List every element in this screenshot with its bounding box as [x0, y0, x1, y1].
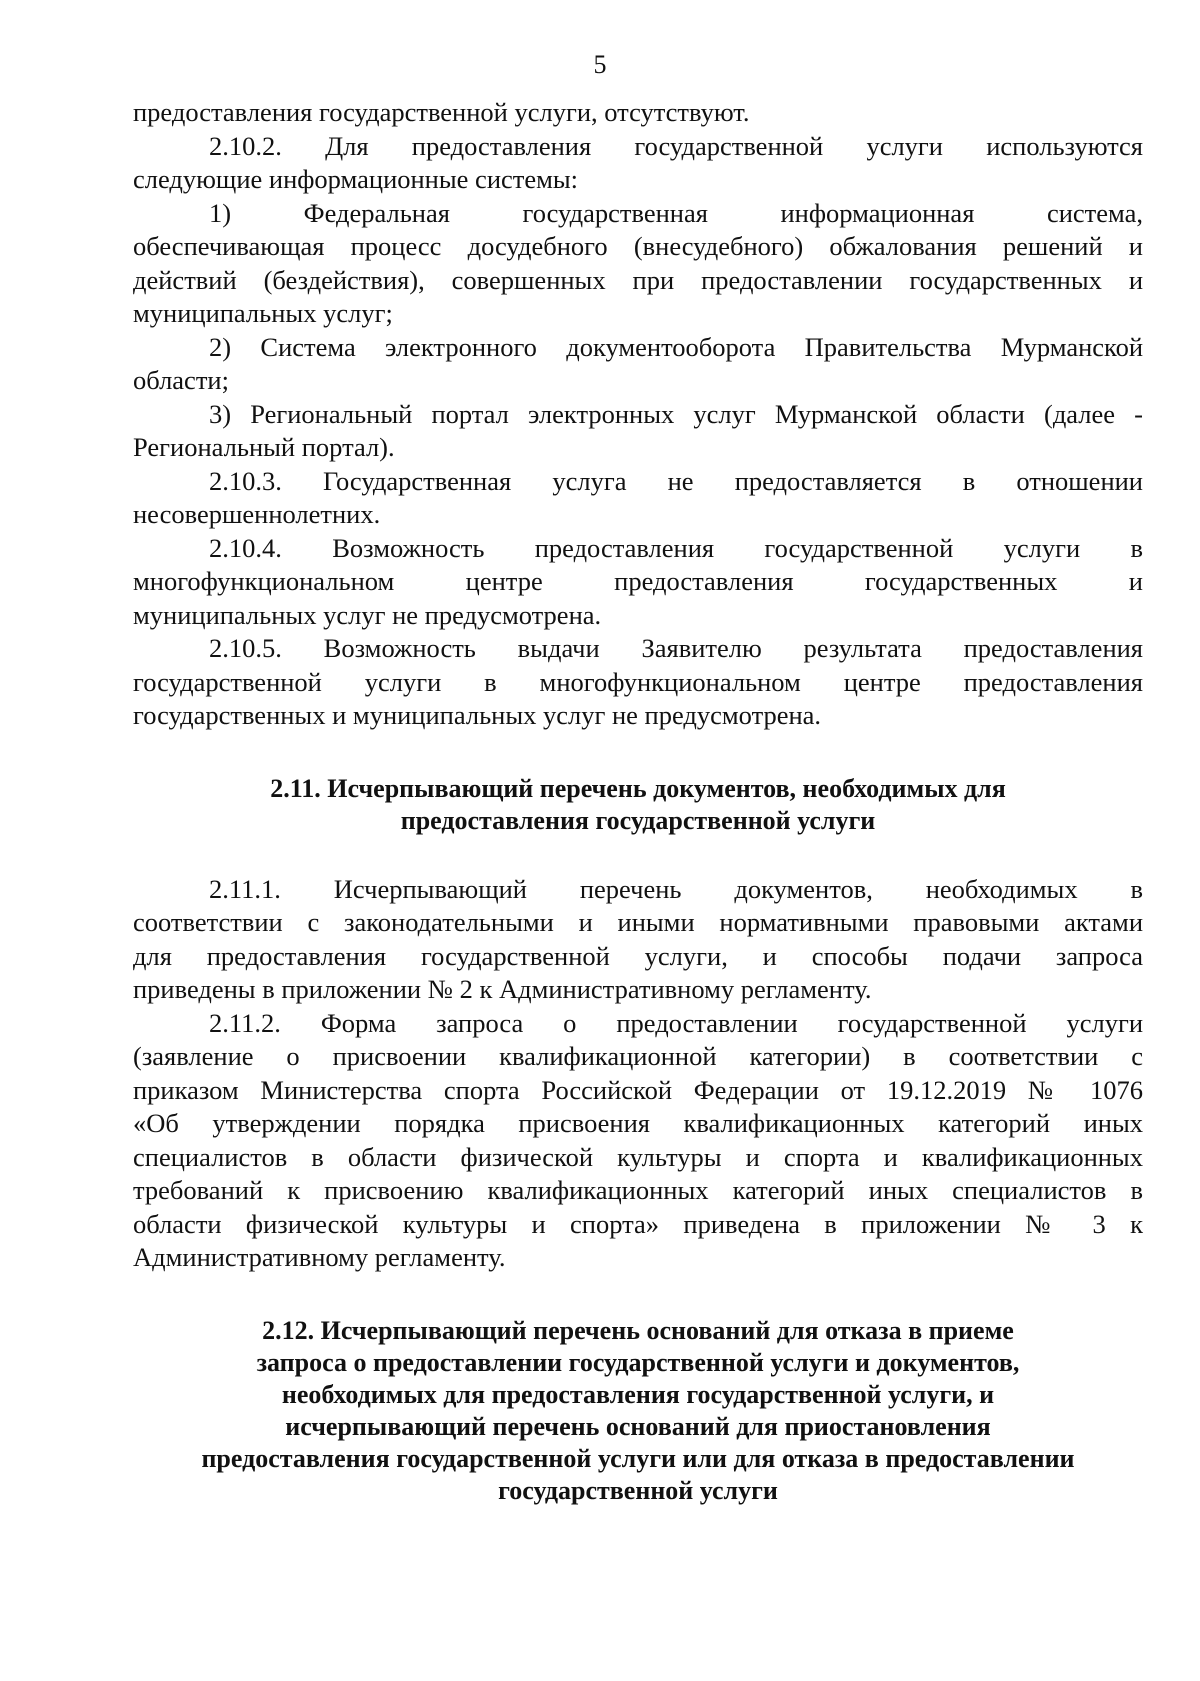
heading-line: государственной услуги	[498, 1475, 778, 1505]
heading-2-11	[133, 773, 1143, 837]
text-line: приказом Министерства спорта Российской Федерации от 19.12.2019 № 1076	[133, 1074, 1143, 1105]
text-line: 2) Система электронного документооборота Правительства Мурманской	[209, 331, 1143, 362]
text-line: (заявление о присвоении квалификационной категории) в соответствии с	[133, 1041, 1143, 1071]
text-line: многофункциональном центре предоставления государственных и	[133, 566, 1143, 596]
text-line: «Об утверждении порядка присвоения квалификационных категорий иных	[133, 1108, 1143, 1138]
text-line: Административному регламенту.	[133, 1242, 506, 1272]
text-line: 2.10.5. Возможность выдачи Заявителю результата предоставления	[209, 633, 1143, 663]
text-line: 1) Федеральная государственная информационная система,	[209, 197, 1143, 228]
text-line: следующие информационные системы:	[133, 164, 579, 194]
text-line: специалистов в области физической культуры и спорта и квалификационных	[133, 1141, 1143, 1172]
heading-line: исчерпывающий перечень оснований для приостановления	[285, 1411, 991, 1441]
text-line: 3) Региональный портал электронных услуг Мурманской области (далее -	[209, 398, 1143, 429]
section-2-11-text	[133, 873, 1143, 1275]
text-line: области физической культуры и спорта» приведена в приложении № 3 к	[133, 1208, 1143, 1239]
text-line: обеспечивающая процесс досудебного (внесудебного) обжалования решений и	[133, 231, 1143, 261]
heading-2-12	[133, 1315, 1143, 1507]
text-line: соответствии с законодательными и иными нормативными правовыми актами	[133, 907, 1143, 937]
text-line: 2.10.2. Для предоставления государственной услуги используются	[209, 130, 1143, 161]
heading-line: предоставления государственной услуги	[400, 805, 876, 835]
heading-line: 2.12. Исчерпывающий перечень оснований для отказа в приеме	[262, 1315, 1014, 1345]
text-line: для предоставления государственной услуги, и способы подачи запроса	[133, 940, 1143, 971]
text-line: несовершеннолетних.	[133, 499, 381, 529]
heading-line: необходимых для предоставления государственной услуги, и	[281, 1379, 995, 1409]
text-line: Региональный портал).	[133, 432, 395, 462]
text-line: 2.11.2. Форма запроса о предоставлении государственной услуги	[209, 1007, 1143, 1038]
heading-line: запроса о предоставлении государственной услуги и документов,	[256, 1347, 1020, 1377]
text-line: муниципальных услуг не предусмотрена.	[133, 599, 602, 630]
text-line: приведены в приложении № 2 к Административному регламенту.	[133, 974, 872, 1004]
text-line: действий (бездействия), совершенных при предоставлении государственных и	[133, 264, 1143, 295]
text-line: муниципальных услуг;	[133, 298, 393, 328]
text-line: области;	[133, 365, 229, 395]
text-line: предоставления государственной услуги, отсутствуют.	[133, 97, 750, 127]
page-number: 5	[593, 50, 607, 79]
text-line: государственной услуги в многофункциональном центре предоставления	[133, 666, 1143, 697]
heading-line: предоставления государственной услуги или для отказа в предоставлении	[201, 1443, 1075, 1473]
text-line: 2.10.4. Возможность предоставления государственной услуги в	[209, 532, 1143, 563]
text-line: государственных и муниципальных услуг не предусмотрена.	[133, 700, 822, 730]
text-line: 2.11.1. Исчерпывающий перечень документов, необходимых в	[209, 873, 1143, 904]
text-line: 2.10.3. Государственная услуга не предоставляется в отношении	[209, 465, 1143, 496]
text-line: требований к присвоению квалификационных категорий иных специалистов в	[133, 1175, 1143, 1205]
document-body	[133, 96, 1143, 1507]
heading-line: 2.11. Исчерпывающий перечень документов, необходимых для	[270, 773, 1006, 803]
section-2-10-text	[133, 96, 1143, 733]
